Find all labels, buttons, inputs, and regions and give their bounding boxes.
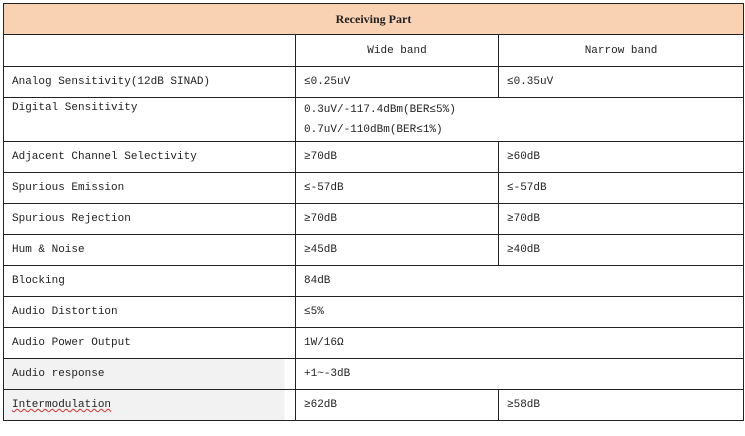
- row-label: Spurious Rejection: [4, 204, 296, 235]
- wide-band-value: ≥45dB: [296, 235, 499, 266]
- column-header-narrow-band: Narrow band: [499, 35, 744, 67]
- table-row: [4, 266, 744, 297]
- table-row: [4, 67, 744, 98]
- column-header-wide-band: Wide band: [296, 35, 499, 67]
- row-label: Audio Distortion: [4, 297, 296, 328]
- row-label: Analog Sensitivity(12dB SINAD): [4, 67, 296, 98]
- wide-band-value: ≥62dB: [296, 390, 499, 421]
- wide-band-value: ≤-57dB: [296, 173, 499, 204]
- row-label: Blocking: [4, 266, 296, 297]
- table-row: [4, 173, 744, 204]
- wide-band-value: ≥70dB: [296, 204, 499, 235]
- merged-value: 1W/16Ω: [296, 328, 744, 359]
- table-row: [4, 328, 744, 359]
- row-label: Adjacent Channel Selectivity: [4, 142, 296, 173]
- row-label: Hum & Noise: [4, 235, 296, 266]
- table-row: [4, 359, 744, 390]
- row-label: Digital Sensitivity: [4, 98, 296, 142]
- wide-band-value: ≥70dB: [296, 142, 499, 173]
- merged-value: 84dB: [296, 266, 744, 297]
- narrow-band-value: ≥40dB: [499, 235, 744, 266]
- row-label-text: Intermodulation: [12, 399, 112, 411]
- row-label: Audio Power Output: [4, 328, 296, 359]
- row-label: Audio response: [4, 359, 296, 390]
- narrow-band-value: ≥58dB: [499, 390, 744, 421]
- merged-value: [296, 98, 744, 142]
- narrow-band-value: ≤-57dB: [499, 173, 744, 204]
- table-row: [4, 297, 744, 328]
- wide-band-value: ≤0.25uV: [296, 67, 499, 98]
- column-header-blank: [4, 35, 296, 67]
- merged-value: ≤5%: [296, 297, 744, 328]
- merged-value-line: 0.3uV/-117.4dBm(BER≤5%): [304, 103, 456, 116]
- table-row: [4, 390, 744, 421]
- row-label: Spurious Emission: [4, 173, 296, 204]
- table-row: [4, 98, 744, 142]
- row-label: [4, 390, 296, 421]
- table-row: [4, 142, 744, 173]
- narrow-band-value: ≥60dB: [499, 142, 744, 173]
- merged-value: +1~-3dB: [296, 359, 744, 390]
- table-row: [4, 204, 744, 235]
- table-row: [4, 235, 744, 266]
- narrow-band-value: ≤0.35uV: [499, 67, 744, 98]
- merged-value-line: 0.7uV/-110dBm(BER≤1%): [304, 123, 443, 136]
- table-title: Receiving Part: [4, 4, 744, 35]
- narrow-band-value: ≥70dB: [499, 204, 744, 235]
- receiving-part-table: [3, 3, 743, 435]
